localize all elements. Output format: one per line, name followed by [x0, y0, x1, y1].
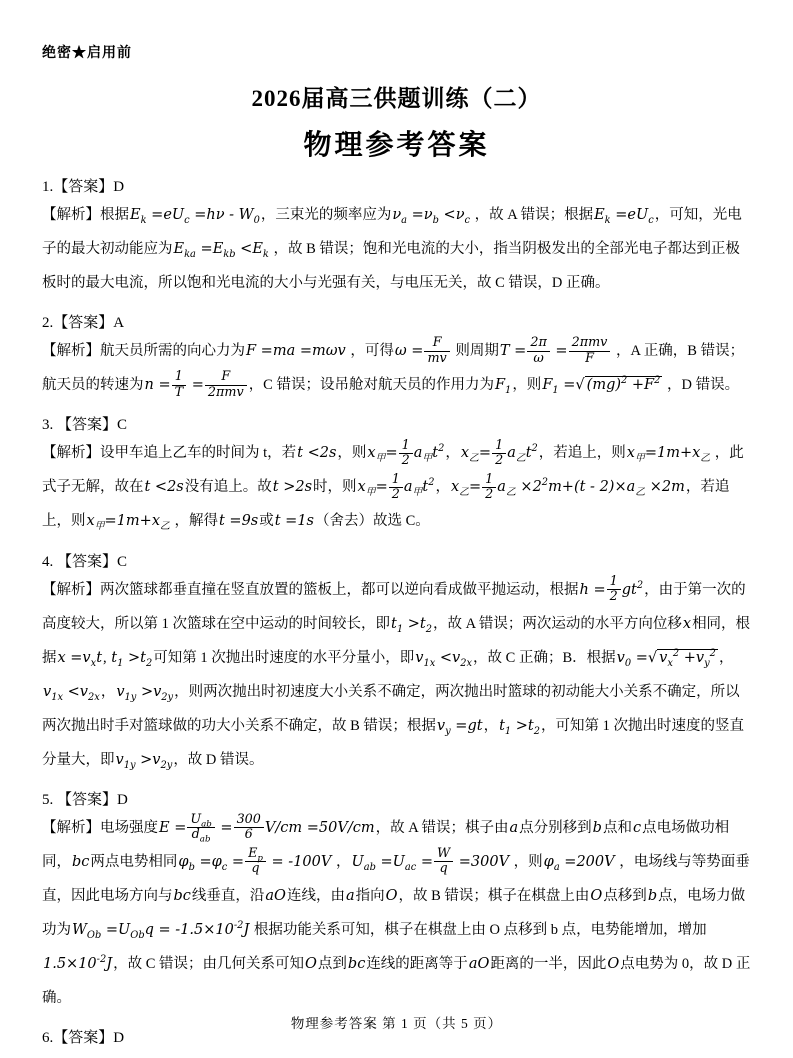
question-3-block	[42, 413, 751, 538]
question-2-answer: 2.【答案】A	[42, 315, 125, 332]
question-5-answer: 5. 【答案】D	[42, 791, 128, 808]
question-3-answer: 3. 【答案】C	[42, 417, 128, 434]
question-5-analysis: 【解析】电场强度E = $\frac{U_{ab}}{d_{ab}}$ = $\frac{300}{6}$ V/cm =50V/cm，故 A 错误；棋子由a点分别移到b点和c点电场做功相同，bc两点电势相同$\varphi_b =\varphi_c$ = $\frac{E_p}{q}$ = -100V ，$U_{ab} =U_{ac}$ = $\frac{W}{q}$ =300V ，则$\varphi_a =200V$ ，电场线与等势面垂直，因此电场方向与bc线垂直，沿aO连线，由a指向O，故 B 错误；棋子在棋盘上由O点移到b点，电场力做功为$W_{Ob} =U_{Ob}q = -1.5\times 10^{-2}J$ 根据功能关系可知，棋子在棋盘上由 O 点移到 b 点，电势能增加，增加$1.5\times 10^{-2}J$，故 C 错误；由几何关系可知O点到bc连线的距离等于aO距离的一半，因此O点电势为 0，故 D 正确。	[42, 812, 751, 1007]
page-footer: 物理参考答案 第 1 页（共 5 页）	[290, 1016, 503, 1031]
exam-title: 2026届高三供题训练（二）	[251, 86, 542, 111]
security-classification: 绝密★启用前	[42, 46, 132, 61]
question-4-analysis: 【解析】两次篮球都垂直撞在竖直放置的篮板上，都可以逆向看成做平抛运动，根据h = $\frac{1}{2}$ $gt^2$，由于第一次的高度较大，所以第 1 次篮球在空中运动的时间较长，即$t_1 >t_2$，故 A 错误；两次运动的水平方向位移x相同，根据$x =v_xt$, $t_1 >t_2$可知第 1 次抛出时速度的水平分量小，即$v_{1x} <v_{2x}$，故 C 正确；B．根据$v_0$ =√ $v_x^2 +v_y^2$ ，$v_{1x} <v_{2x}$，$v_{1y} >v_{2y}$，则两次抛出时初速度大小关系不确定，两次抛出时篮球的初动能大小关系不确定，所以两次抛出时手对篮球做的功大小关系不确定，故 B 错误；根据$v_y =gt$，$t_1 >t_2$，可知第 1 次抛出时速度的竖直分量大，即$v_{1y} >v_{2y}$，故 D 错误。	[42, 573, 751, 771]
question-1-analysis: 【解析】根据$E_k =eU_c =h\nu - W_0$，三束光的频率应为$\nu_a =\nu_b <\nu_c$ ，故 A 错误；根据$E_k =eU_c$，可知，光电子的最大初动能应为$E_{ka} =E_{kb} <E_k$ ，故 B 错误；饱和光电流的大小，指当阴极发出的全部光电子都达到正极板时的最大电流，所以饱和光电流的大小与光强有关，与电压无关，故 C 错误，D 正确。	[42, 207, 742, 292]
question-1-block	[42, 175, 751, 300]
question-3-analysis: 【解析】设甲车追上乙车的时间为 t，若t <2s，则$x_甲=$ $\frac{1}{2}$ $a_甲t^2$，$x_乙=$ $\frac{1}{2}$ $a_乙t^2$，若追上，则$x_甲=1m+x_乙$ ，此式子无解，故在t <2s没有追上。故t >2s时，则$x_甲=$ $\frac{1}{2}$ $a_甲t^2$，$x_乙=$ $\frac{1}{2}$ $a_乙 \times 2^2m+(t - 2)\times a_乙 \times 2m$，若追上，则$x_甲=1m+x_乙$ ，解得t =9s或t =1s（舍去）故选 C。	[42, 437, 744, 533]
question-6-answer: 6.【答案】D	[42, 1030, 125, 1047]
question-2-analysis: 【解析】航天员所需的向心力为F =ma =mωv ，可得ω = $\frac{F}{mv}$ 则周期T = $\frac{2\pi}{\omega}$ = $\frac{\text{2πmv}}{F}$ ，A 正确，B 错误；航天员的转速为n = $\frac{1}{T}$ = $\frac{F}{\text{2πmv}}$ ，C 错误；设吊舱对航天员的作用力为$F_1$，则$F_1$ =√ $(mg)^2 +F^2$ ，D 错误。	[42, 335, 745, 400]
question-4-answer: 4. 【答案】C	[42, 553, 128, 570]
document-subtitle: 物理参考答案	[303, 130, 490, 161]
question-5-block	[42, 788, 751, 1015]
question-4-block	[42, 550, 751, 777]
question-1-answer: 1.【答案】D	[42, 179, 125, 195]
question-2-block	[42, 311, 751, 402]
